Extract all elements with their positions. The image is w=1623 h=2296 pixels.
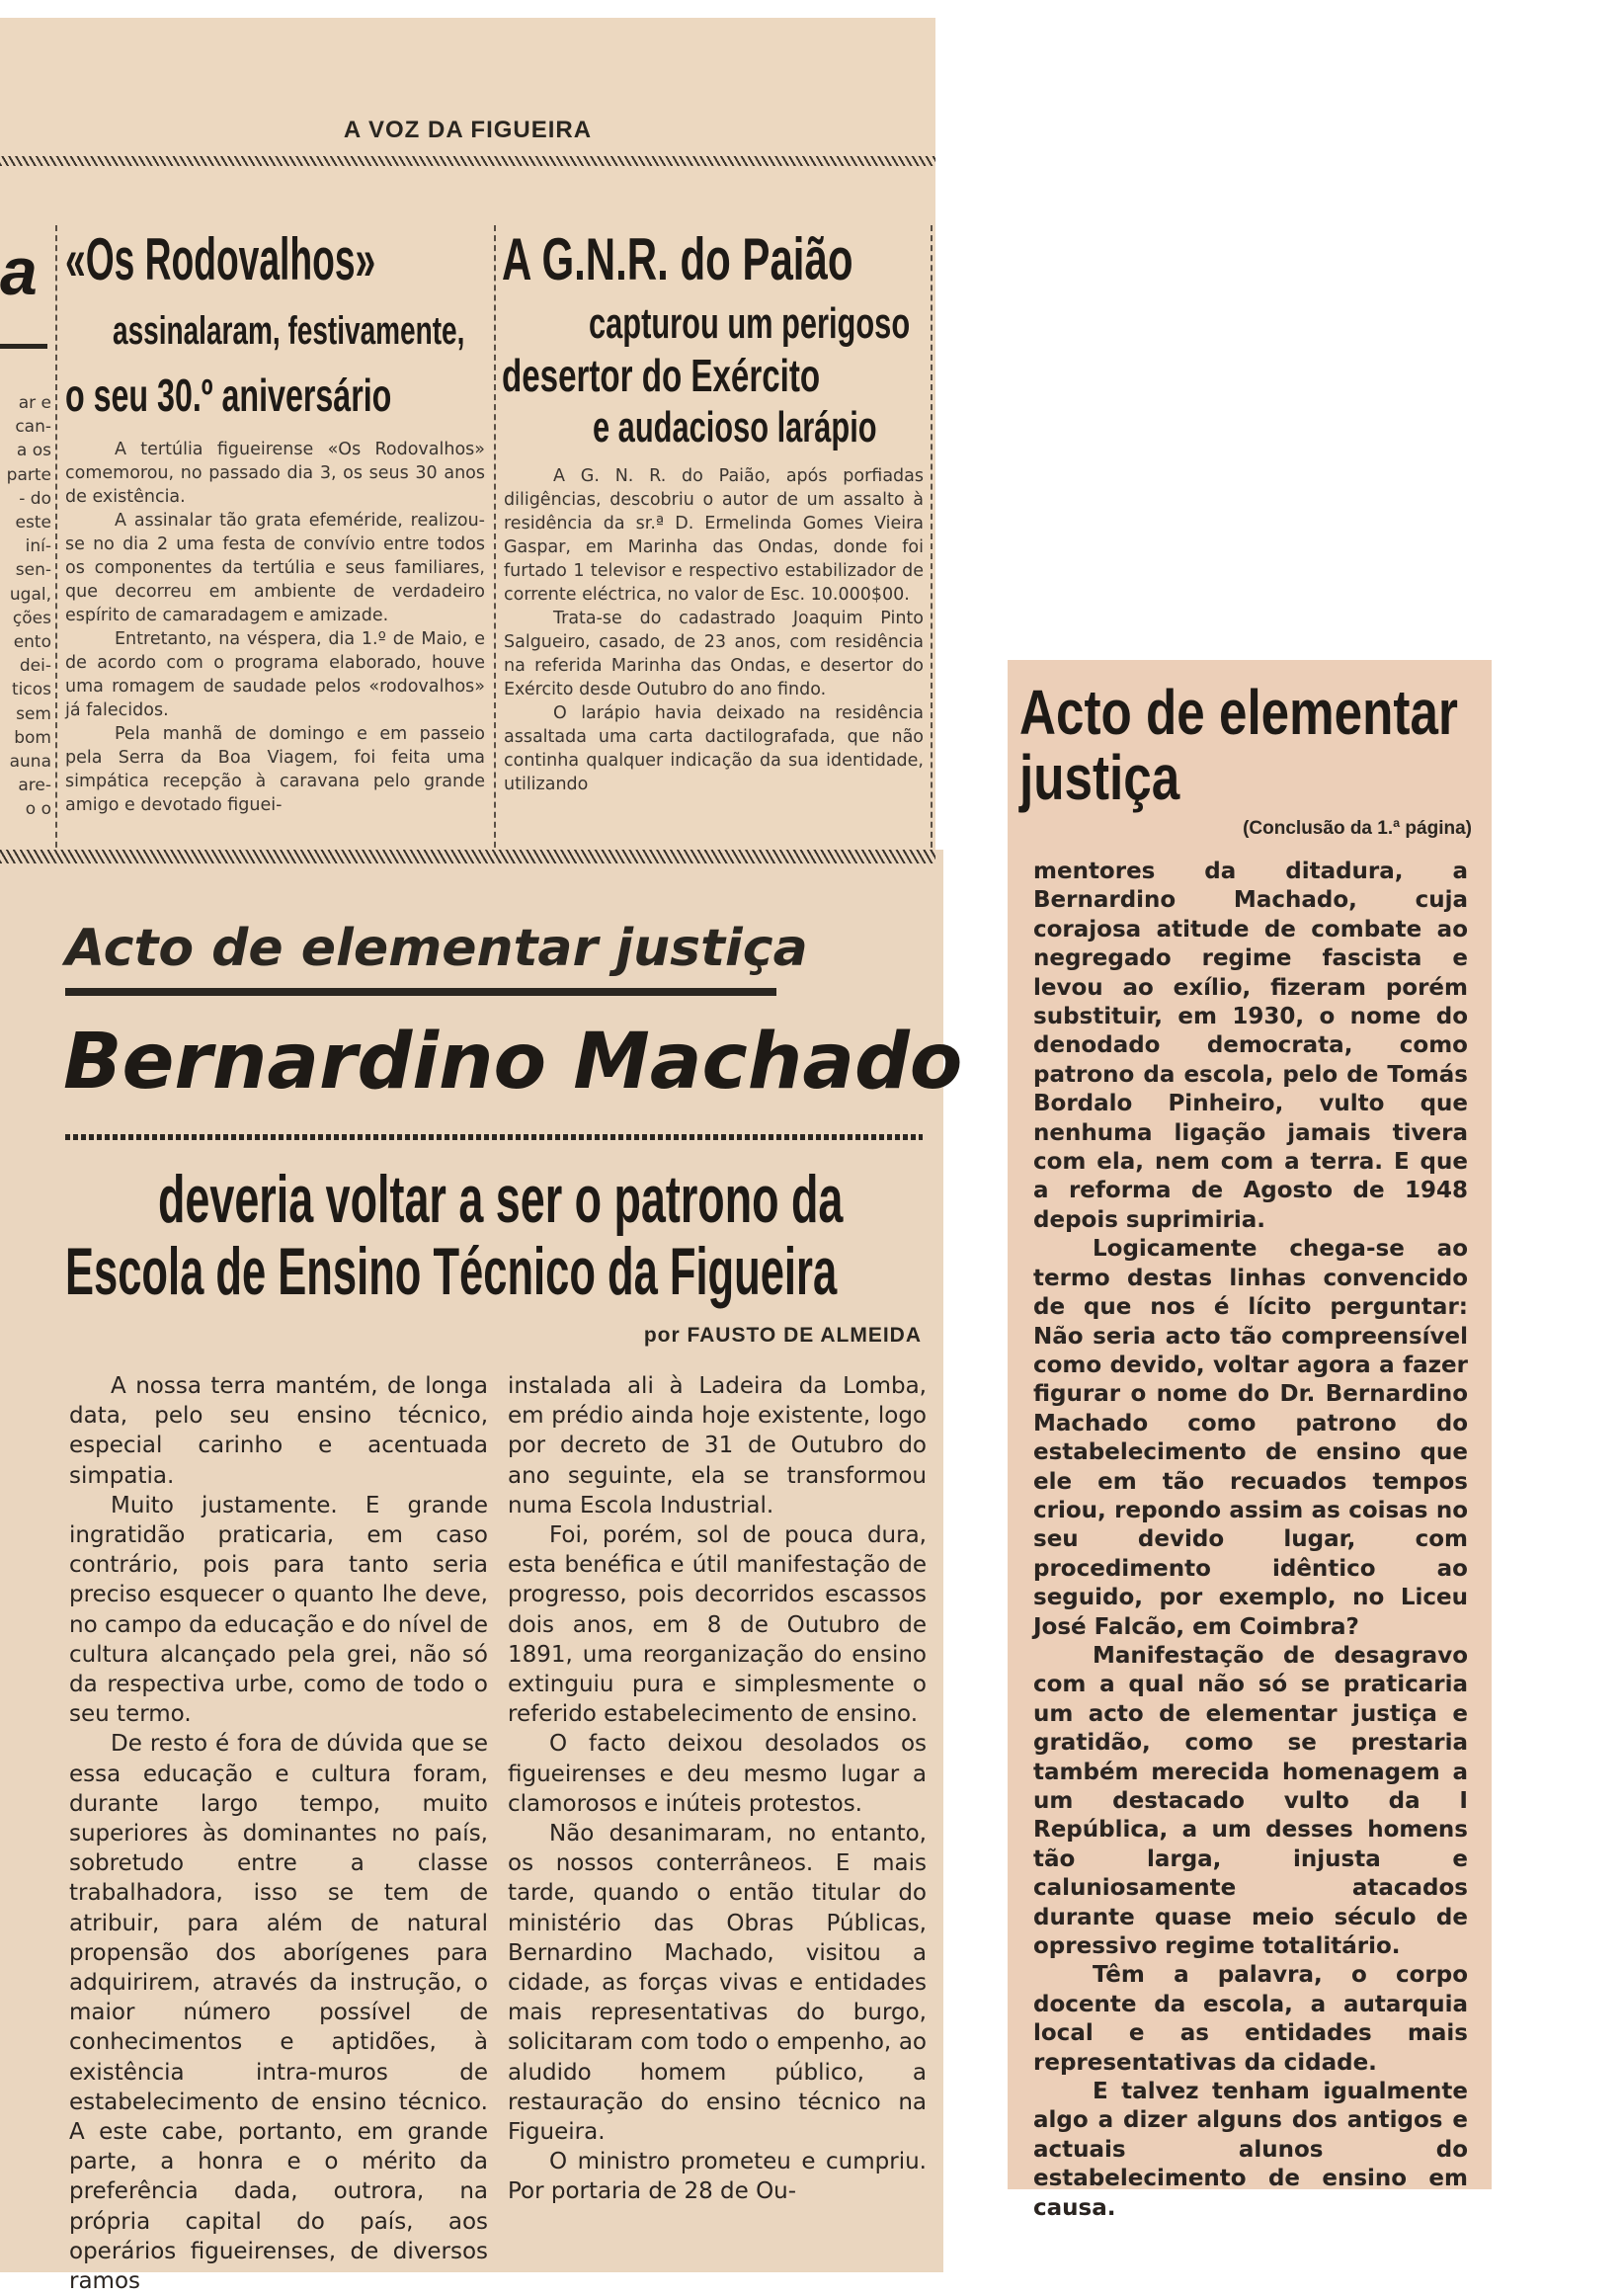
column-divider (494, 225, 496, 858)
top-newspaper-clipping (0, 18, 935, 853)
left-fragment-headline: a (0, 234, 38, 309)
gnr-title: A G.N.R. do Paião (502, 226, 853, 292)
masthead-divider (0, 156, 935, 166)
rodovalhos-title: «Os Rodovalhos» (65, 226, 376, 292)
main-article-column-1: A nossa terra mantém, de longa data, pelo seu ensino técnico, especial carinho e acentuada simpatia. Muito justamente. E grande ingratidão praticaria, em caso contrário, pois para tanto seria preciso esquecer o quanto lhe deve, no campo da educação e do nível de cultura alcançado pela grei, não só da respectiva urbe, como de todo o seu termo. De resto é fora de dúvida que se essa educação e cultura foram, durante largo tempo, muito superiores às dominantes no país, sobretudo entre a classe trabalhadora, isso se tem de atribuir, para além de natural propensão dos aborígenes para adquirirem, através da instrução, o maior número possível de conhecimentos e aptidões, à existência intra-muros de estabelecimento de ensino técnico. A este cabe, portanto, em grande parte, a honra e o mérito da preferência dada, outrora, na própria capital do país, aos operários figueirenses, de diversos ramos (69, 1373, 488, 2295)
main-article-kicker: Acto de elementar justiça (65, 919, 808, 978)
kicker-underline (65, 988, 776, 996)
left-fragment-column: ar e can- a os parte - do este iní- sen- ugal, ções ento dei- ticos sem bom auna are- o o (6, 393, 51, 820)
side-article-body: mentores da ditadura, a Bernardino Machado, cuja corajosa atitude de combate ao negregado regime fascista e levou ao exílio, fizeram porém substituir, em 1930, o nome do denodado democrata, como patrono da escola, pelo de Tomás Bordalo Pinheiro, vulto que nenhuma ligação jamais tivera com ela, nem com a terra. E que a reforma de Agosto de 1948 depois suprimiria. Logicamente chega-se ao termo destas linhas convencido de que nos é lícito perguntar: Não seria acto tão compreensível como devido, voltar agora a fazer figurar o nome do Dr. Bernardino Machado como patrono do estabelecimento de ensino que ele em tão recuados tempos criou, repondo assim as coisas no seu devido lugar, com procedimento idêntico ao seguido, por exemplo, no Liceu José Falcão, em Coimbra? Manifestação de desagravo com a qual não só se praticaria um acto de elementar justiça e gratidão, como se prestaria também merecida homenagem a um destacado vulto da I República, a um desses homens tão larga, injusta e caluniosamente atacados durante quase meio século de opressivo regime totalitário. Têm a palavra, o corpo docente da escola, a autarquia local e as entidades mais representativas da cidade. E talvez tenham igualmente algo a dizer alguns dos antigos e actuais alunos do estabelecimento de ensino em causa. (1033, 859, 1468, 2221)
column-divider (931, 225, 933, 858)
side-article-title: Acto de elementar justiça (1019, 677, 1458, 813)
rodovalhos-subtitle-2: o seu 30.º aniversário (65, 369, 392, 421)
rodovalhos-subtitle-1: assinalaram, festivamente, (113, 309, 465, 353)
gnr-body: A G. N. R. do Paião, após porfiadas diligências, descobriu o autor de um assalto à residência da sr.ª D. Ermelinda Gomes Vieira Gaspar, em Marinha das Ondas, donde foi furtado 1 televisor e respectivo estabilizador de corrente eléctrica, no valor de Esc. 10.000$00. Trata-se do cadastrado Joaquim Pinto Salgueiro, casado, de 23 anos, com residência na referida Marinha das Ondas, e desertor do Exército desde Outubro do ano findo. O larápio havia deixado na residência assaltada uma carta dactilografada, que não continha qualquer indicação da sua identidade, utilizando (504, 466, 924, 794)
gnr-subtitle-1: capturou um perigoso (589, 299, 911, 348)
main-article-byline: por FAUSTO DE ALMEIDA (643, 1324, 922, 1347)
side-article-conclusion-note: (Conclusão da 1.ª página) (1243, 818, 1472, 839)
main-article-column-2: instalada ali à Ladeira da Lomba, em prédio ainda hoje existente, logo por decreto de 31 de Outubro do ano seguinte, ela se transformou numa Escola Industrial. Foi, porém, sol de pouca dura, esta benéfica e útil manifestação de progresso, pois decorridos escassos dois anos, em 8 de Outubro de 1891, uma reorganização do ensino extinguiu pura e simplesmente o referido estabelecimento de ensino. O facto deixou desolados os figueirenses e deu mesmo lugar a clamorosos e inúteis protestos. Não desanimaram, no entanto, os nossos conterrâneos. E mais tarde, quando o então titular do ministério das Obras Públicas, Bernardino Machado, visitou a cidade, as forças vivas e entidades mais representativas do burgo, solicitaram com todo o empenho, ao aludido homem público, a restauração do ensino técnico na Figueira. O ministro prometeu e cumpriu. Por portaria de 28 de Ou- (508, 1373, 927, 2205)
column-divider (55, 225, 57, 858)
main-article-subtitle-2: Escola de Ensino Técnico da Figueira (65, 1234, 838, 1309)
title-dotted-rule (65, 1134, 923, 1140)
newspaper-masthead: A VOZ DA FIGUEIRA (343, 117, 593, 143)
cut-edge (0, 850, 935, 863)
gnr-subtitle-3: e audacioso larápio (593, 403, 877, 451)
gnr-subtitle-2: desertor do Exército (502, 350, 821, 401)
side-article-clipping (1008, 660, 1492, 2221)
main-article-title: Bernardino Machado (63, 1018, 963, 1107)
rodovalhos-body: A tertúlia figueirense «Os Rodovalhos» comemorou, no passado dia 3, os seus 30 anos de existência. A assinalar tão grata efeméride, realizou-se no dia 2 uma festa de convívio entre todos os componentes da tertúlia e seus familiares, que decorreu em ambiente de verdadeiro espírito de camaradagem e amizade. Entretanto, na véspera, dia 1.º de Maio, e de acordo com o programa elaborado, houve uma romagem de saudade pelos «rodovalhos» já falecidos. Pela manhã de domingo e em passeio pela Serra da Boa Viagem, foi feita uma simpática recepção à caravana pelo grande amigo e devotado figuei- (65, 440, 485, 815)
main-article-subtitle-1: deveria voltar a ser o patrono da (158, 1162, 844, 1237)
left-fragment-rule (0, 344, 47, 349)
